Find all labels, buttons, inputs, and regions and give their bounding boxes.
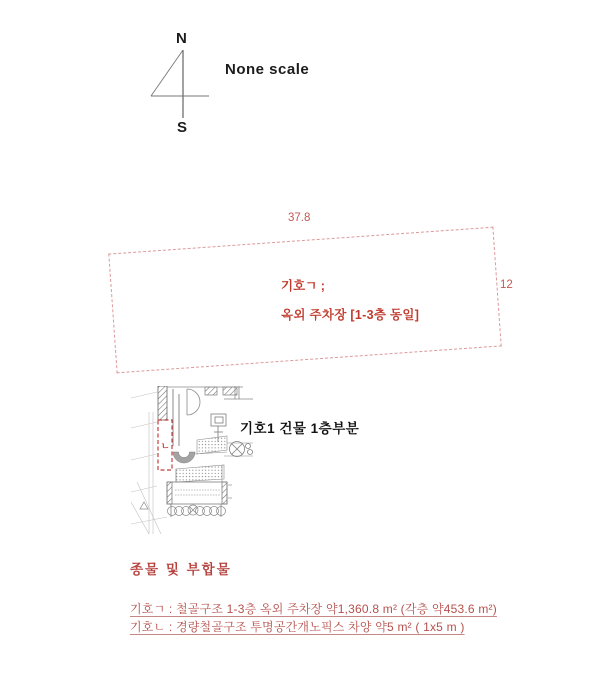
highlighted-area-marker: ㄴ <box>161 441 170 451</box>
parcel-label <box>281 276 419 323</box>
wall-hatch-strip <box>158 386 167 420</box>
tree-symbol <box>230 442 253 457</box>
parcel-height-label: 12 <box>500 279 513 291</box>
curved-planter <box>173 452 195 463</box>
parcel-width-label: 37.8 <box>288 212 311 224</box>
corridor-walls <box>173 389 179 446</box>
parcel-label-line2: 옥외 주차장 [1-3층 동일] <box>281 308 420 322</box>
appendix-line-2: 기호ㄴ : 경량철골구조 투명공간개노픽스 차양 약5 m² ( 1x5 m ) <box>130 620 465 634</box>
compass-south-label: S <box>177 119 188 134</box>
appendix-heading: 종물 및 부합물 <box>130 562 232 577</box>
floorplan-drawing <box>131 386 253 534</box>
shrub-row <box>168 505 226 516</box>
floorplan <box>131 386 253 534</box>
compass <box>145 28 225 134</box>
plan-top-structures <box>167 386 253 415</box>
scale-note: None scale <box>225 61 310 78</box>
parcel-label-line1: 기호ㄱ ; <box>281 279 325 293</box>
compass-arrow-icon <box>145 28 225 134</box>
floorplan-caption: 기호1 건물 1층부분 <box>240 421 360 436</box>
compass-north-label: N <box>176 30 187 47</box>
appendix-line-1: 기호ㄱ : 철골구조 1-3층 옥외 주차장 약1,360.8 m² (각층 약453.6 m²) <box>130 602 497 616</box>
